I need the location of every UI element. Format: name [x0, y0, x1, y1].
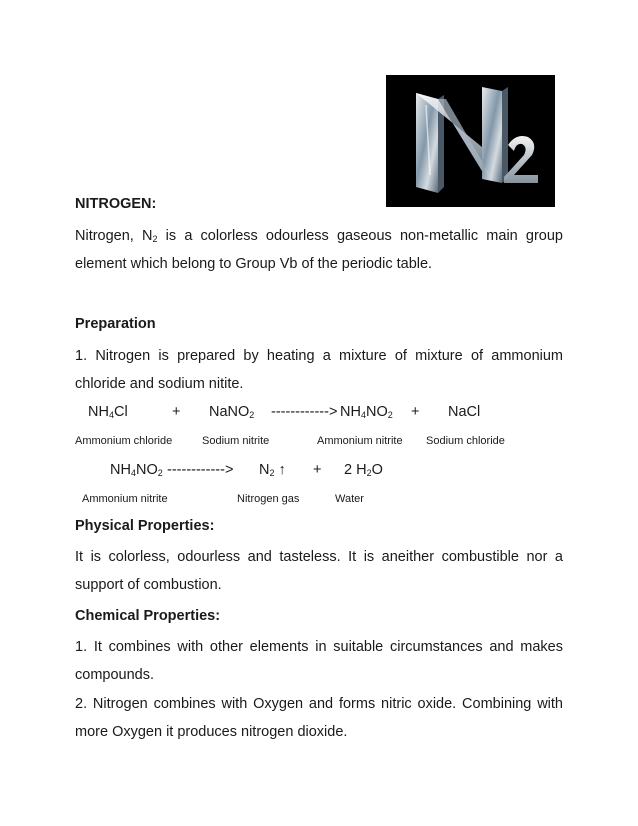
- intro-line-2: element which belong to Group Vb of the periodic table.: [75, 256, 433, 272]
- preparation-step-1: [75, 342, 563, 398]
- equation-2-plus: +: [313, 462, 322, 478]
- equation-1-reactant-1: $NH_4Cl$: [88, 404, 128, 420]
- equation-1-product-2: NaCl: [448, 404, 481, 420]
- up-arrow-icon: ↑: [278, 462, 286, 478]
- intro-line-1: Nitrogen, $N_2$ is a colorless odourless gaseous non-metallic main group: [75, 228, 563, 244]
- equation-2-arrow: ------------>: [167, 462, 234, 478]
- equation-1-label-sodium-nitrite: Sodium nitrite: [202, 435, 270, 447]
- chemical-item-2-line-1: 2. Nitrogen combines with Oxygen and forms nitric oxide. Combining with: [75, 696, 563, 712]
- chemical-item-2-line-2: more Oxygen it produces nitrogen dioxide.: [75, 724, 348, 740]
- preparation-step-1-line-2: chloride and sodium nitite.: [75, 376, 244, 392]
- chemical-item-1-line-1: 1. It combines with other elements in suitable circumstances and makes: [75, 639, 563, 655]
- chemical-item-2: [75, 690, 563, 746]
- equation-2-reactant: $NH_4NO_2$: [110, 462, 163, 478]
- equation-2-label-water: Water: [335, 493, 364, 505]
- equation-1-label-ammonium-nitrite: Ammonium nitrite: [317, 435, 403, 447]
- equation-2-label-nitrogen-gas: Nitrogen gas: [237, 493, 300, 505]
- intro-paragraph: [75, 222, 563, 278]
- equation-1-plus-2: +: [411, 404, 420, 420]
- equation-1-label-sodium-chloride: Sodium chloride: [426, 435, 505, 447]
- preparation-step-1-line-1: 1. Nitrogen is prepared by heating a mixture of mixture of ammonium: [75, 348, 563, 364]
- chemical-item-1-line-2: compounds.: [75, 667, 154, 683]
- physical-properties-heading: Physical Properties:: [75, 518, 215, 534]
- physical-line-2: support of combustion.: [75, 577, 222, 593]
- equation-2-product-2: 2 $H_2O$: [344, 462, 383, 478]
- chemical-properties-heading: Chemical Properties:: [75, 608, 221, 624]
- equation-1-label-ammonium-chloride: Ammonium chloride: [75, 435, 173, 447]
- equation-1-product-1: $NH_4NO_2$: [340, 404, 393, 420]
- physical-line-1: It is colorless, odourless and tasteless. It is aneither combustible nor a: [75, 549, 563, 565]
- physical-properties-paragraph: [75, 543, 563, 599]
- chemical-item-1: [75, 633, 563, 689]
- equation-2-label-ammonium-nitrite: Ammonium nitrite: [82, 493, 168, 505]
- page-title: NITROGEN:: [75, 196, 157, 212]
- equation-1-plus-1: +: [172, 404, 181, 420]
- nitrogen-logo-image: [386, 75, 555, 207]
- equation-2-product-1: $N_2$ ↑: [259, 462, 286, 478]
- equation-1-reactant-2: NaNO$_2$: [209, 404, 255, 420]
- preparation-heading: Preparation: [75, 316, 156, 332]
- equation-1-arrow: ------------>: [271, 404, 338, 420]
